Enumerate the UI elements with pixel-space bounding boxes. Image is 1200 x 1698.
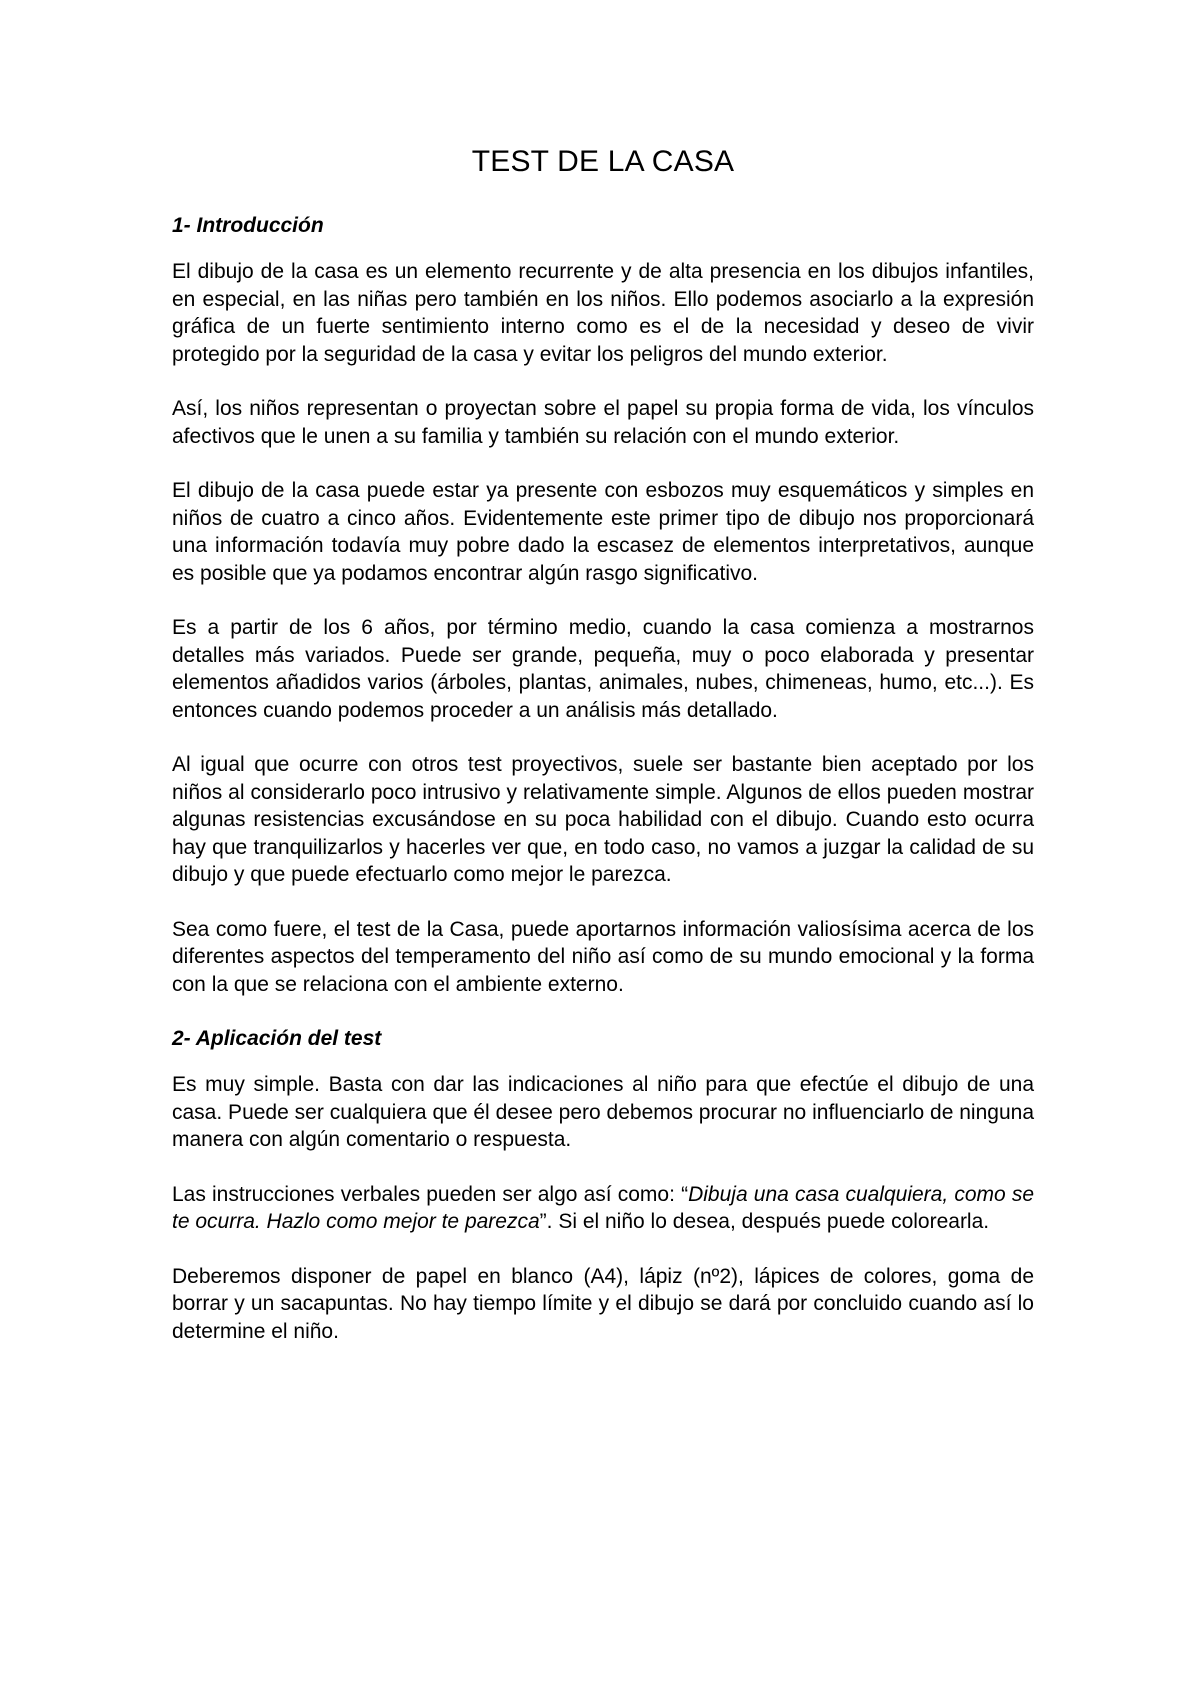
instructions-text-before: Las instrucciones verbales pueden ser algo así como: “: [172, 1182, 689, 1206]
instructions-text-after: ”. Si el niño lo desea, después puede colorearla.: [539, 1210, 990, 1233]
paragraph: El dibujo de la casa es un elemento recurrente y de alta presencia en los dibujos infantiles, en especial, en las niñas pero también en los niños. Ello podemos asociarlo a la expresión gráfica de un fuerte sentimiento interno como es el de la necesidad y deseo de vivir protegido por la seguridad de la casa y evitar los peligros del mundo exterior.: [172, 260, 1034, 366]
section-heading-introduccion: 1- Introducción: [172, 214, 324, 237]
paragraph: Deberemos disponer de papel en blanco (A4), lápiz (nº2), lápices de colores, goma de borrar y un sacapuntas. No hay tiempo límite y el dibujo se dará por concluido cuando así lo determine el niño.: [172, 1264, 1034, 1343]
instructions-quote: Dibuja una casa cualquiera, como se te ocurra. Hazlo como mejor te parezca: [172, 1182, 1035, 1233]
paragraph: El dibujo de la casa puede estar ya presente con esbozos muy esquemáticos y simples en niños de cuatro a cinco años. Evidentemente este primer tipo de dibujo nos proporcionará una información todavía muy pobre dado la escasez de elementos interpretativos, aunque es posible que ya podamos encontrar algún rasgo significativo.: [172, 479, 1034, 585]
paragraph: Sea como fuere, el test de la Casa, puede aportarnos información valiosísima acerca de los diferentes aspectos del temperamento del niño así como de su mundo emocional y la forma con la que se relaciona con el ambiente externo.: [172, 917, 1034, 996]
document-title: TEST DE LA CASA: [471, 145, 735, 178]
section-heading-aplicacion: 2- Aplicación del test: [172, 1027, 382, 1050]
instructions-paragraph: [172, 1181, 1034, 1236]
paragraph: Al igual que ocurre con otros test proyectivos, suele ser bastante bien aceptado por los niños al considerarlo poco intrusivo y relativamente simple. Algunos de ellos pueden mostrar algunas resistencias excusándose en su poca habilidad con el dibujo. Cuando esto ocurra hay que tranquilizarlos y hacerles ver que, en todo caso, no vamos a juzgar la calidad de su dibujo y que puede efectuarlo como mejor le parezca.: [172, 753, 1034, 886]
paragraph: Así, los niños representan o proyectan sobre el papel su propia forma de vida, los vínculos afectivos que le unen a su familia y también su relación con el mundo exterior.: [172, 397, 1034, 448]
document-page: [172, 140, 1034, 1345]
paragraph: Es muy simple. Basta con dar las indicaciones al niño para que efectúe el dibujo de una casa. Puede ser cualquiera que él desee pero debemos procurar no influenciarlo de ninguna manera con algún comentario o respuesta.: [172, 1073, 1034, 1151]
paragraph: Es a partir de los 6 años, por término medio, cuando la casa comienza a mostrarnos detalles más variados. Puede ser grande, pequeña, muy o poco elaborada y presentar elementos añadidos varios (árboles, plantas, animales, nubes, chimeneas, humo, etc...). Es entonces cuando podemos proceder a un análisis más detallado.: [172, 616, 1034, 722]
